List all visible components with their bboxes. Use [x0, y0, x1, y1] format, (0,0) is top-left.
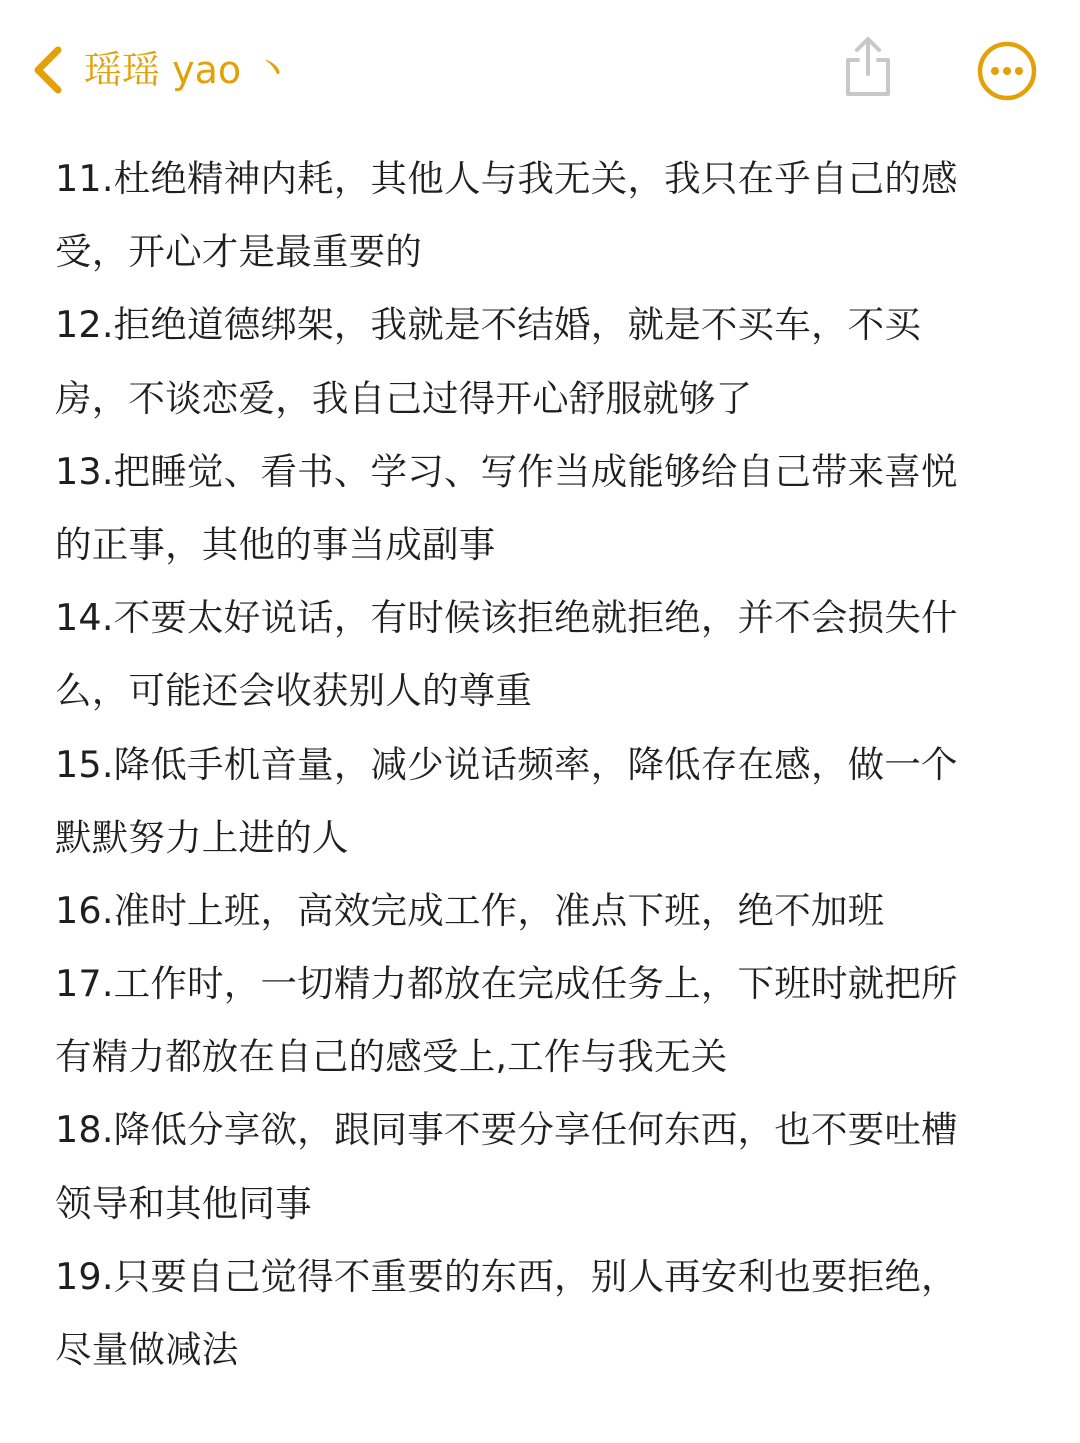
note-line: 有精力都放在自己的感受上,工作与我无关 [55, 1035, 728, 1079]
note-line: 15.降低手机音量，减少说话频率，降低存在感，做一个 [55, 742, 958, 786]
note-body[interactable] [55, 142, 1000, 1386]
note-line: 18.降低分享欲，跟同事不要分享任何东西，也不要吐槽 [55, 1108, 958, 1152]
note-line: 11.杜绝精神内耗，其他人与我无关，我只在乎自己的感 [55, 157, 958, 200]
navigation-bar [0, 0, 1080, 140]
note-line: 受，开心才是最重要的 [55, 230, 422, 274]
note-line: 默默努力上进的人 [55, 815, 349, 859]
note-line: 19.只要自己觉得不重要的东西，别人再安利也要拒绝， [55, 1254, 958, 1298]
ellipsis-circle-icon [976, 40, 1038, 102]
note-line: 尽量做减法 [55, 1328, 239, 1371]
note-line: 么，可能还会收获别人的尊重 [55, 669, 533, 713]
share-button[interactable] [838, 34, 898, 100]
note-title[interactable]: 瑶瑶 yao 丶 [84, 48, 292, 92]
share-icon [838, 34, 898, 100]
back-button[interactable] [28, 40, 72, 100]
note-line: 的正事，其他的事当成副事 [55, 522, 496, 566]
note-line: 领导和其他同事 [55, 1181, 312, 1225]
chevron-left-icon [28, 40, 72, 100]
note-line: 16.准时上班，高效完成工作，准点下班，绝不加班 [55, 888, 885, 932]
more-button[interactable] [976, 40, 1038, 102]
note-line: 14.不要太好说话，有时候该拒绝就拒绝，并不会损失什 [55, 596, 958, 640]
note-line: 房，不谈恋爱，我自己过得开心舒服就够了 [55, 376, 753, 420]
note-line: 13.把睡觉、看书、学习、写作当成能够给自己带来喜悦 [55, 449, 958, 493]
note-line: 17.工作时，一切精力都放在完成任务上，下班时就把所 [55, 962, 958, 1006]
note-line: 12.拒绝道德绑架，我就是不结婚，就是不买车，不买 [55, 303, 922, 347]
